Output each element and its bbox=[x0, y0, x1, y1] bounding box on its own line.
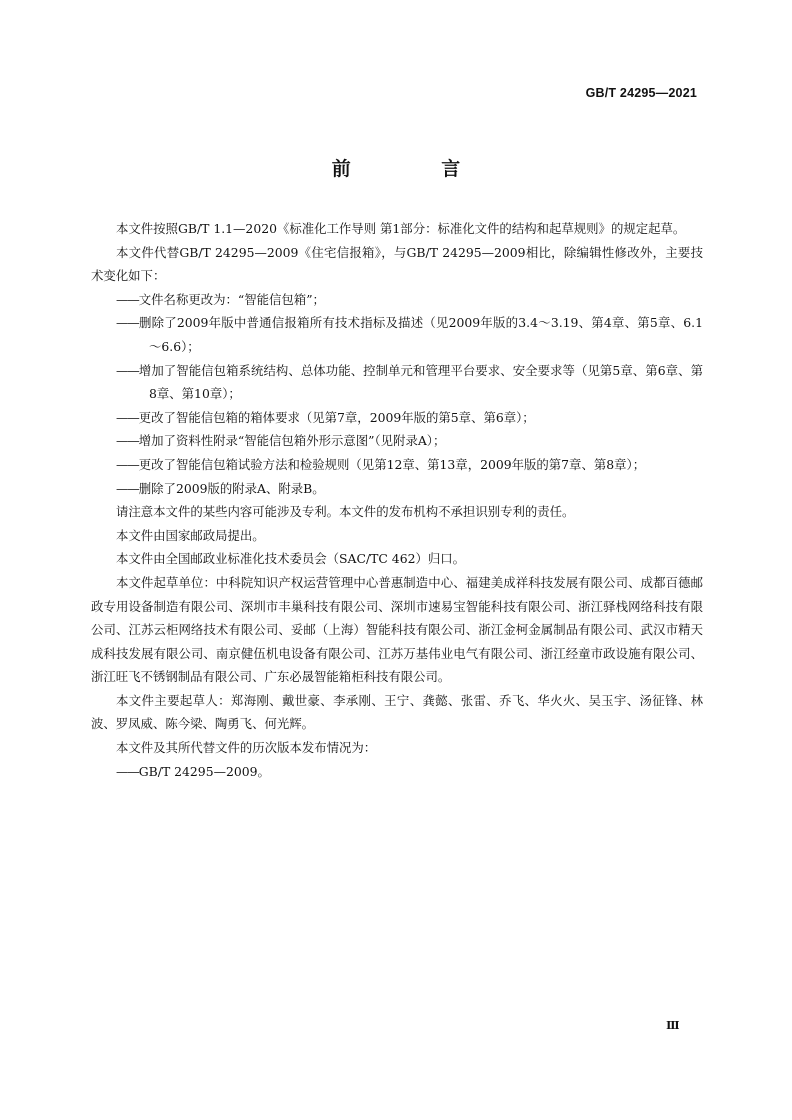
change-text: 文件名称更改为：“智能信包箱”； bbox=[138, 291, 325, 307]
page-number: Ⅲ bbox=[666, 1019, 679, 1032]
history-list bbox=[91, 760, 703, 784]
dash-marker: —— bbox=[116, 362, 139, 378]
standard-code: GB/T 24295—2021 bbox=[585, 86, 697, 100]
intro-paragraph: 本文件按照GB/T 1.1—2020《标准化工作导则 第1部分：标准化文件的结构和起草规则》的规定起草。 bbox=[116, 221, 686, 236]
managed-by: 本文件由全国邮政业标准化技术委员会（SAC/TC 462）归口。 bbox=[116, 551, 466, 567]
history-text: GB/T 24295—2009。 bbox=[138, 763, 270, 779]
change-text: 更改了智能信包箱试验方法和检验规则（见第12章、第13章，2009年版的第7章、第8章）； bbox=[138, 456, 646, 472]
replaces-paragraph: 本文件代替GB/T 24295—2009《住宅信报箱》，与GB/T 24295—2009相比，除编辑性修改外，主要技术变化如下： bbox=[91, 244, 703, 284]
change-item bbox=[91, 453, 703, 477]
patent-notice: 请注意本文件的某些内容可能涉及专利。本文件的发布机构不承担识别专利的责任。 bbox=[116, 504, 575, 520]
change-text: 更改了智能信包箱的箱体要求（见第7章，2009年版的第5章、第6章）； bbox=[138, 409, 535, 425]
change-text: 增加了资料性附录“智能信包箱外形示意图”（见附录A）； bbox=[138, 433, 446, 449]
proposed-by: 本文件由国家邮政局提出。 bbox=[116, 527, 265, 543]
dash-marker: —— bbox=[116, 409, 139, 425]
dash-marker: —— bbox=[116, 456, 139, 472]
drafters: 本文件主要起草人：郑海刚、戴世豪、李承刚、王宁、龚懿、张雷、乔飞、华火火、吴玉宇、汤征锋、林波、罗凤威、陈今梁、陶勇飞、何光辉。 bbox=[91, 692, 703, 732]
dash-marker: —— bbox=[116, 480, 139, 496]
change-item bbox=[91, 477, 703, 501]
change-item bbox=[91, 429, 703, 453]
dash-marker: —— bbox=[116, 433, 139, 449]
dash-marker: —— bbox=[116, 291, 139, 307]
drafting-units: 本文件起草单位：中科院知识产权运营管理中心普惠制造中心、福建美成祥科技发展有限公司、成都百德邮政专用设备制造有限公司、深圳市丰巢科技有限公司、深圳市速易宝智能科技有限公司、浙江驿栈网络科技有限公司、江苏云柜网络技术有限公司、妥邮（上海）智能科技有限公司、浙江金柯金属制品有限公司、武汉市精天成科技发展有限公司、南京健伍机电设备有限公司、江苏万基伟业电气有限公司、浙江经童市政设施有限公司、浙江旺飞不锈钢制品有限公司、广东必晟智能箱柜科技有限公司。 bbox=[91, 574, 703, 685]
preface-content bbox=[91, 217, 703, 783]
change-item bbox=[91, 311, 703, 358]
change-text: 删除了2009年版中普通信报箱所有技术指标及描述（见2009年版的3.4～3.19、第4章、第5章、6.1～6.6）； bbox=[138, 315, 703, 354]
history-intro: 本文件及其所代替文件的历次版本发布情况为： bbox=[116, 740, 377, 756]
change-item bbox=[91, 406, 703, 430]
change-text: 增加了智能信包箱系统结构、总体功能、控制单元和管理平台要求、安全要求等（见第5章、第6章、第8章、第10章）； bbox=[138, 362, 703, 402]
dash-marker: —— bbox=[116, 315, 139, 331]
page-title: 前 言 bbox=[331, 158, 503, 180]
change-text: 删除了2009版的附录A、附录B。 bbox=[138, 480, 325, 496]
changes-list bbox=[91, 288, 703, 500]
history-item bbox=[91, 760, 703, 784]
dash-marker: —— bbox=[116, 763, 139, 779]
change-item bbox=[91, 288, 703, 312]
change-item bbox=[91, 359, 703, 406]
